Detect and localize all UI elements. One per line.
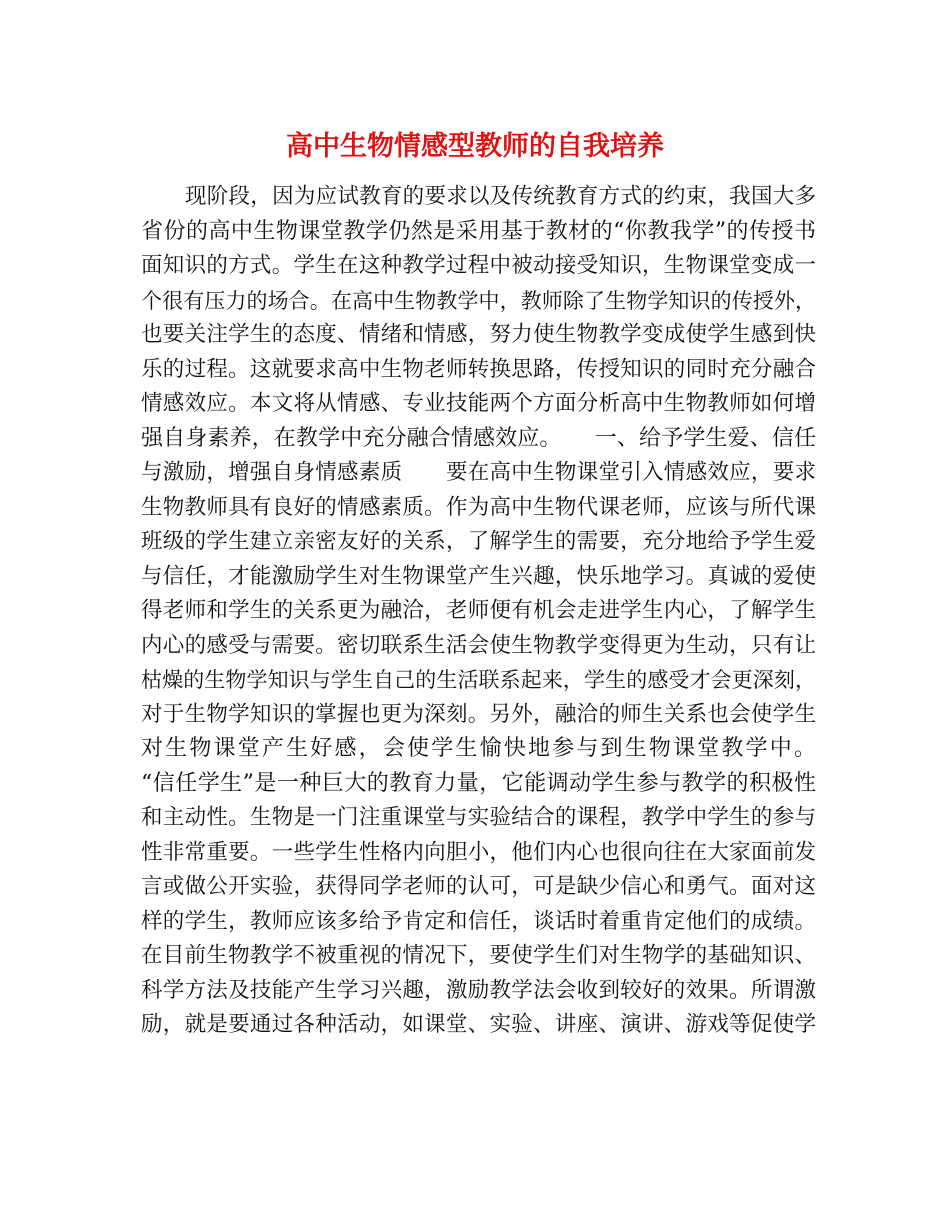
- body-line: 乐的过程。这就要求高中生物老师转换思路，传授知识的同时充分融合: [141, 356, 816, 382]
- body-line: “信任学生”是一种巨大的教育力量，它能调动学生参与教学的积极性: [141, 770, 816, 796]
- body-line: 励，就是要通过各种活动，如课堂、实验、讲座、演讲、游戏等促使学: [141, 1012, 816, 1037]
- body-line: 与信任，才能激励学生对生物课堂产生兴趣，快乐地学习。真诚的爱使: [141, 563, 816, 589]
- body-line: 强自身素养，在教学中充分融合情感效应。 一、给予学生爱、信任: [141, 425, 816, 451]
- body-line: 内心的感受与需要。密切联系生活会使生物教学变得更为生动，只有让: [141, 632, 816, 658]
- body-line: 个很有压力的场合。在高中生物教学中，教师除了生物学知识的传授外，: [141, 288, 816, 313]
- body-line: 样的学生，教师应该多给予肯定和信任，谈话时着重肯定他们的成绩。: [141, 908, 816, 934]
- body-line: 性非常重要。一些学生性格内向胆小，他们内心也很向往在大家面前发: [141, 839, 816, 865]
- body-line: 也要关注学生的态度、情绪和情感，努力使生物教学变成使学生感到快: [141, 322, 816, 347]
- body-line: 枯燥的生物学知识与学生自己的生活联系起来，学生的感受才会更深刻，: [141, 668, 816, 692]
- body-line: 班级的学生建立亲密友好的关系，了解学生的需要，充分地给予学生爱: [141, 529, 816, 554]
- document-body: [141, 180, 816, 1043]
- body-line: 省份的高中生物课堂教学仍然是采用基于教材的“你教我学”的传授书: [141, 218, 816, 244]
- body-line: 面知识的方式。学生在这种教学过程中被动接受知识，生物课堂变成一: [141, 253, 816, 278]
- body-line: 对生物课堂产生好感，会使学生愉快地参与到生物课堂教学中。: [141, 736, 816, 761]
- body-line: 和主动性。生物是一门注重课堂与实验结合的课程，教学中学生的参与: [141, 805, 816, 830]
- body-line: 言或做公开实验，获得同学老师的认可，可是缺少信心和勇气。面对这: [141, 874, 816, 899]
- body-line: 现阶段，因为应试教育的要求以及传统教育方式的约束，我国大多: [185, 184, 816, 209]
- document-title: 高中生物情感型教师的自我培养: [286, 131, 664, 162]
- body-line: 对于生物学知识的掌握也更为深刻。另外，融洽的师生关系也会使学生: [141, 701, 816, 727]
- body-line: 在目前生物教学不被重视的情况下，要使学生们对生物学的基础知识、: [141, 943, 816, 968]
- body-line: 得老师和学生的关系更为融洽，老师便有机会走进学生内心，了解学生: [141, 598, 816, 623]
- body-line: 情感效应。本文将从情感、专业技能两个方面分析高中生物教师如何增: [141, 391, 816, 416]
- body-line: 与激励，增强自身情感素质 要在高中生物课堂引入情感效应，要求: [141, 460, 816, 485]
- body-line: 科学方法及技能产生学习兴趣，激励教学法会收到较好的效果。所谓激: [141, 977, 816, 1003]
- body-line: 生物教师具有良好的情感素质。作为高中生物代课老师，应该与所代课: [141, 494, 816, 520]
